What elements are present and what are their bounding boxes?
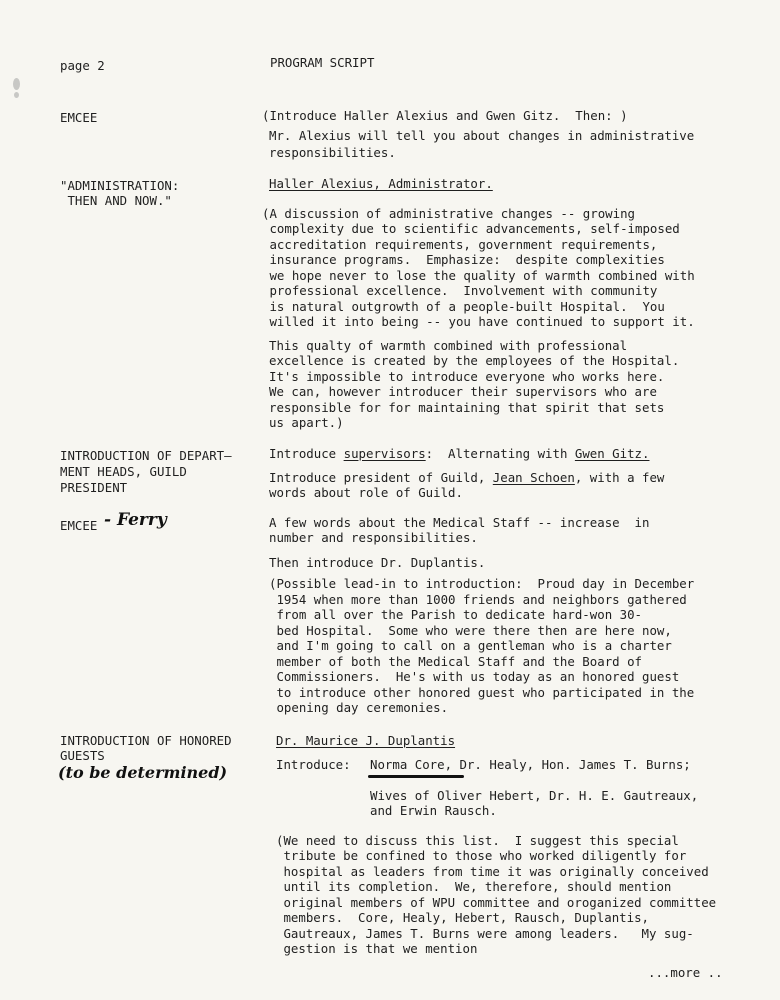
medical-staff-line: A few words about the Medical Staff -- increase in bbox=[269, 515, 650, 530]
paragraph-line: hospital as leaders from time it was originally conceived bbox=[276, 864, 709, 879]
section-label-emcee: EMCEE bbox=[60, 518, 98, 533]
handwritten-annotation: - Ferry bbox=[104, 510, 167, 530]
paragraph-line: members. Core, Healy, Hebert, Rausch, Duplantis, bbox=[276, 910, 649, 925]
section-label-emcee: EMCEE bbox=[60, 110, 98, 125]
guest-list-line: and Erwin Rausch. bbox=[370, 803, 497, 818]
section-label-honored-guests: INTRODUCTION OF HONORED bbox=[60, 733, 232, 748]
paragraph-line: to introduce other honored guest who participated in the bbox=[269, 685, 695, 700]
guild-role-line: words about role of Guild. bbox=[269, 485, 463, 500]
paragraph-line: insurance programs. Emphasize: despite complexities bbox=[262, 252, 665, 267]
paragraph-line: original members of WPU committee and oroganized committee bbox=[276, 895, 717, 910]
guest-list-line: Norma Core, Dr. Healy, Hon. James T. Burns; bbox=[370, 757, 691, 772]
paragraph-line: us apart.) bbox=[269, 415, 344, 430]
strikethrough-mark bbox=[368, 775, 464, 778]
paragraph-line: excellence is created by the employees of the Hospital. bbox=[269, 353, 680, 368]
paragraph-line: (We need to discuss this list. I suggest this special bbox=[276, 833, 679, 848]
paragraph-line: from all over the Parish to dedicate hard-won 30- bbox=[269, 607, 642, 622]
introduce-supervisors-line: Introduce supervisors: Alternating with Gwen Gitz. bbox=[269, 446, 650, 461]
paragraph-line: gestion is that we mention bbox=[276, 941, 478, 956]
speaker-name: Dr. Maurice J. Duplantis bbox=[276, 733, 456, 748]
paragraph-line: until its completion. We, therefore, should mention bbox=[276, 879, 672, 894]
paragraph-line: We can, however introducer their supervisors who are bbox=[269, 384, 657, 399]
paragraph-line: complexity due to scientific advancements, self-imposed bbox=[262, 221, 680, 236]
paper-speck bbox=[14, 92, 19, 98]
paragraph-line: It's impossible to introduce everyone who works here. bbox=[269, 369, 665, 384]
paper-speck bbox=[13, 78, 20, 90]
paragraph-line: tribute be confined to those who worked diligently for bbox=[276, 848, 687, 863]
paragraph-line: is natural outgrowth of a people-built Hospital. You bbox=[262, 299, 665, 314]
emcee-text-line: Mr. Alexius will tell you about changes in administrative bbox=[269, 128, 695, 143]
paragraph-line: we hope never to lose the quality of warmth combined with bbox=[262, 268, 695, 283]
paragraph-line: Gautreaux, James T. Burns were among leaders. My sug- bbox=[276, 926, 694, 941]
paragraph-line: (A discussion of administrative changes -- growing bbox=[262, 206, 635, 221]
paragraph-line: opening day ceremonies. bbox=[269, 700, 449, 715]
medical-staff-line: number and responsibilities. bbox=[269, 530, 478, 545]
paragraph-line: bed Hospital. Some who were there then are here now, bbox=[269, 623, 672, 638]
paragraph-line: This qualty of warmth combined with professional bbox=[269, 338, 628, 353]
page-title: PROGRAM SCRIPT bbox=[270, 55, 375, 70]
section-label-honored-guests: GUESTS bbox=[60, 748, 105, 763]
paragraph-line: member of both the Medical Staff and the Board of bbox=[269, 654, 642, 669]
section-label-department-heads: INTRODUCTION OF DEPART— bbox=[60, 448, 232, 463]
paragraph-line: accreditation requirements, government requirements, bbox=[262, 237, 658, 252]
introduce-label: Introduce: bbox=[276, 757, 351, 772]
continued-marker: ...more .. bbox=[648, 965, 723, 980]
section-label-department-heads: PRESIDENT bbox=[60, 480, 128, 495]
introduce-duplantis-line: Then introduce Dr. Duplantis. bbox=[269, 555, 486, 570]
paragraph-line: and I'm going to call on a gentleman who is a charter bbox=[269, 638, 672, 653]
handwritten-annotation: (to be determined) bbox=[58, 763, 228, 782]
paragraph-line: professional excellence. Involvement with community bbox=[262, 283, 658, 298]
page-number: page 2 bbox=[60, 58, 105, 73]
paragraph-line: (Possible lead-in to introduction: Proud day in December bbox=[269, 576, 695, 591]
introduce-guild-line: Introduce president of Guild, Jean Schoen, with a few bbox=[269, 470, 665, 485]
emcee-intro-line: (Introduce Haller Alexius and Gwen Gitz. Then: ) bbox=[262, 108, 628, 123]
paragraph-line: 1954 when more than 1000 friends and neighbors gathered bbox=[269, 592, 687, 607]
paragraph-line: Commissioners. He's with us today as an honored guest bbox=[269, 669, 680, 684]
section-label-administration: "ADMINISTRATION: bbox=[60, 178, 180, 193]
guest-list-line: Wives of Oliver Hebert, Dr. H. E. Gautreaux, bbox=[370, 788, 699, 803]
paragraph-line: willed it into being -- you have continued to support it. bbox=[262, 314, 695, 329]
section-label-department-heads: MENT HEADS, GUILD bbox=[60, 464, 187, 479]
speaker-name: Haller Alexius, Administrator. bbox=[269, 176, 493, 191]
emcee-text-line: responsibilities. bbox=[269, 145, 396, 160]
paragraph-line: responsible for for maintaining that spirit that sets bbox=[269, 400, 665, 415]
section-label-administration: THEN AND NOW." bbox=[60, 193, 172, 208]
